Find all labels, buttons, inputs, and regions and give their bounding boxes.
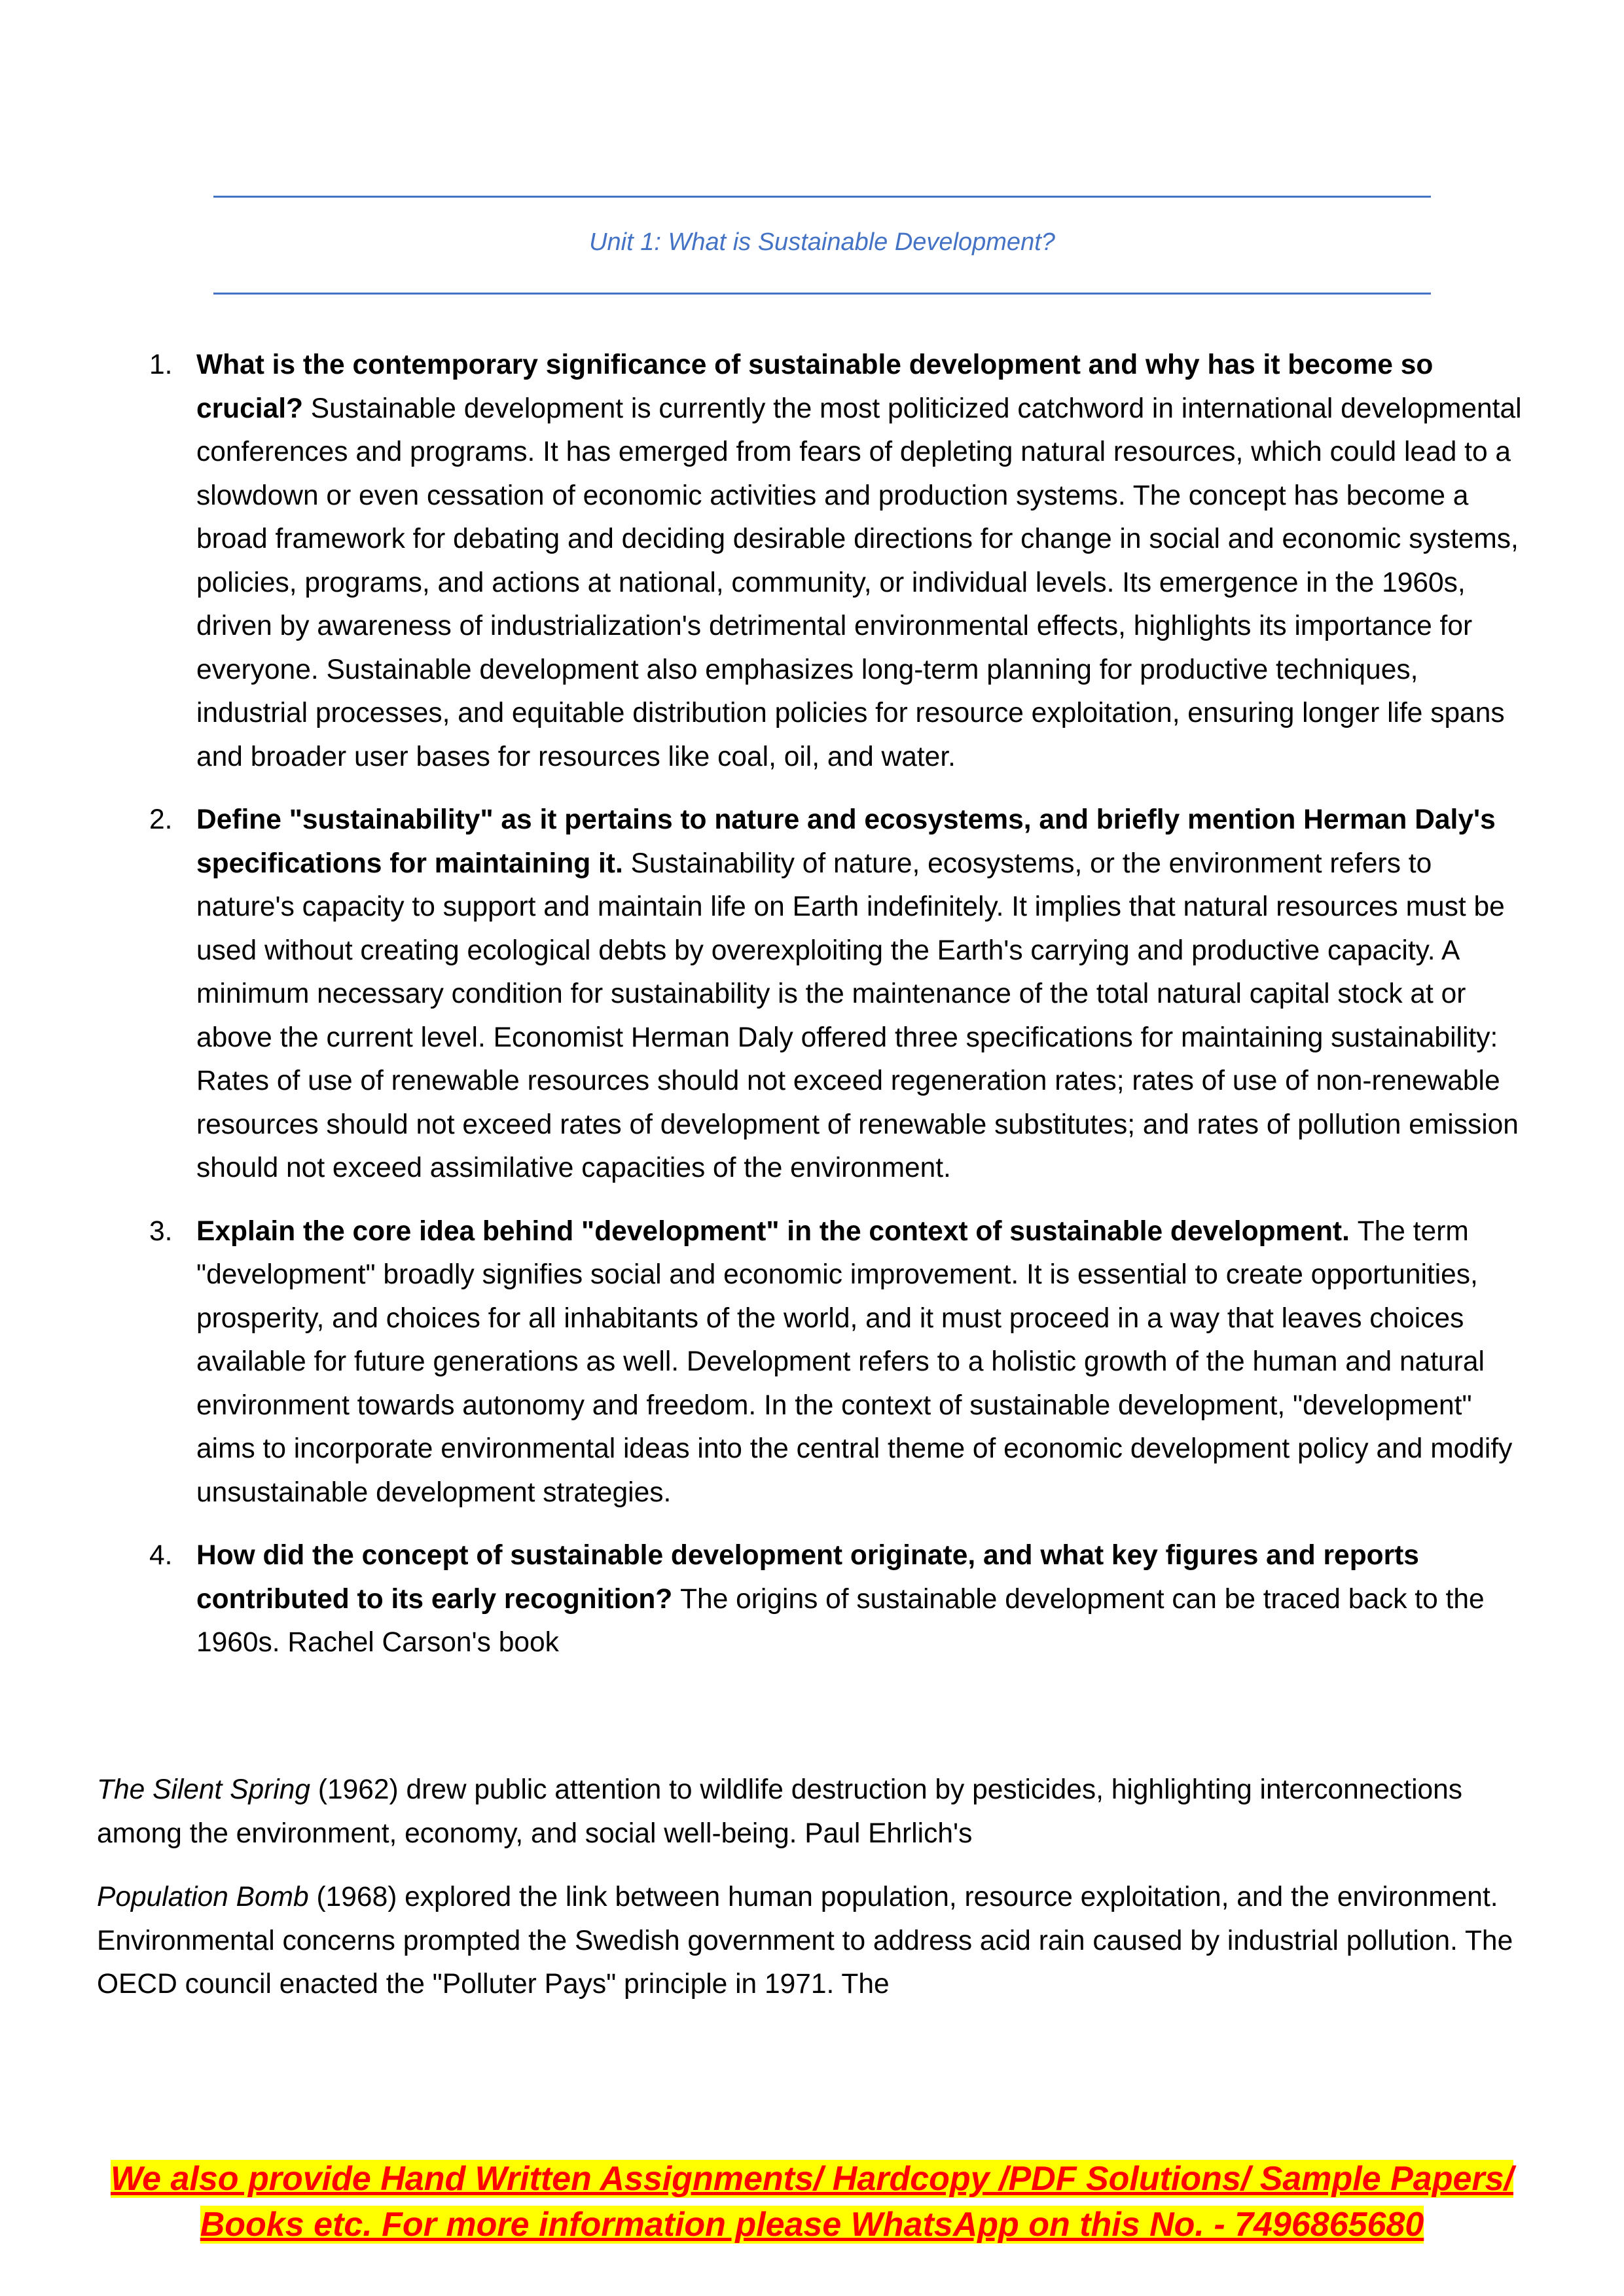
question-item-1 [97, 344, 1534, 779]
answer-text: The term "development" broadly signifies social and economic improvement. It is essential to create opportunities, prosperity, and choices for all inhabitants of the world, and it must proceed in a way that leaves choices available for future generations as well. Development refers to a holistic growth of the human and natural environment towards autonomy and freedom. In the context of sustainable development, "development" aims to incorporate environmental ideas into the central theme of economic development policy and modify unsustainable development strategies. [196, 1215, 1513, 1508]
book-title: The Silent Spring [97, 1774, 311, 1805]
book-title: Population Bomb [97, 1882, 309, 1912]
question-item-2 [97, 798, 1534, 1191]
question-item-4 [97, 1534, 1534, 1665]
page-header-title: Unit 1: What is Sustainable Development? [589, 228, 1055, 256]
answer-text: Sustainability of nature, ecosystems, or the environment refers to nature's capacity to support and maintain life on Earth indefinitely. It implies that natural resources must be used without creating ecological debts by overexploiting the Earth's carrying and productive capacity. A minimum necessary condition for sustainability is the maintenance of the total natural capital stock at or above the current level. Economist Herman Daly offered three specifications for maintaining sustainability: Rates of use of renewable resources should not exceed regeneration rates; rates of use of non-renewable resources should not exceed rates of development of renewable substitutes; and rates of pollution emission should not exceed assimilative capacities of the environment. [196, 848, 1519, 1183]
body-paragraph-1 [97, 1768, 1537, 1856]
question-text: What is the contemporary significance of sustainable development and why has it become so crucial? [196, 350, 1434, 424]
promo-line-2: Books etc. For more information please WhatsApp on this No. - 7496865680 [200, 2206, 1424, 2244]
answer-text: The origins of sustainable development can be traced back to the 1960s. Rachel Carson's book [196, 1583, 1485, 1658]
header-rule-bottom [213, 293, 1431, 295]
question-text: How did the concept of sustainable development originate, and what key figures and reports contributed to its early recognition? [196, 1540, 1419, 1615]
question-item-3 [97, 1210, 1534, 1515]
header-rule-top [213, 196, 1431, 198]
question-number: 2. [149, 804, 173, 835]
question-number: 3. [149, 1215, 173, 1247]
question-text: Explain the core idea behind "development" in the context of sustainable development. [196, 1215, 1358, 1247]
question-number: 1. [149, 350, 173, 380]
question-text: Define "sustainability" as it pertains to nature and ecosystems, and briefly mention Herman Daly's specifications for maintaining it. [196, 804, 1496, 879]
answer-text: Sustainable development is currently the most politicized catchword in international developmental conferences and programs. It has emerged from fears of depleting natural resources, which could lead to a slowdown or even cessation of economic activities and production systems. The concept has become a broad framework for debating and deciding desirable directions for change in social and economic systems, policies, programs, and actions at national, community, or individual levels. Its emergence in the 1960s, driven by awareness of industrialization's detrimental environmental effects, highlights its importance for everyone. Sustainable development also emphasizes long-term planning for productive techniques, industrial processes, and equitable distribution policies for resource exploitation, ensuring longer life spans and broader user bases for resources like coal, oil, and water. [196, 393, 1522, 772]
question-list [97, 344, 1534, 1685]
promo-footer [39, 2156, 1585, 2248]
body-paragraph-2 [97, 1876, 1537, 2007]
promo-line-1: We also provide Hand Written Assignments/ Hardcopy /PDF Solutions/ Sample Papers/ [110, 2160, 1514, 2198]
paragraph-text: (1962) drew public attention to wildlife destruction by pesticides, highlighting interconnections among the environment, economy, and social well-being. Paul Ehrlich's [97, 1774, 1463, 1849]
question-number: 4. [149, 1540, 173, 1571]
paragraph-text: (1968) explored the link between human population, resource exploitation, and the environment. Environmental concerns prompted the Swedish government to address acid rain caused by industrial pollution. The OECD council enacted the "Polluter Pays" principle in 1971. The [97, 1882, 1513, 2000]
